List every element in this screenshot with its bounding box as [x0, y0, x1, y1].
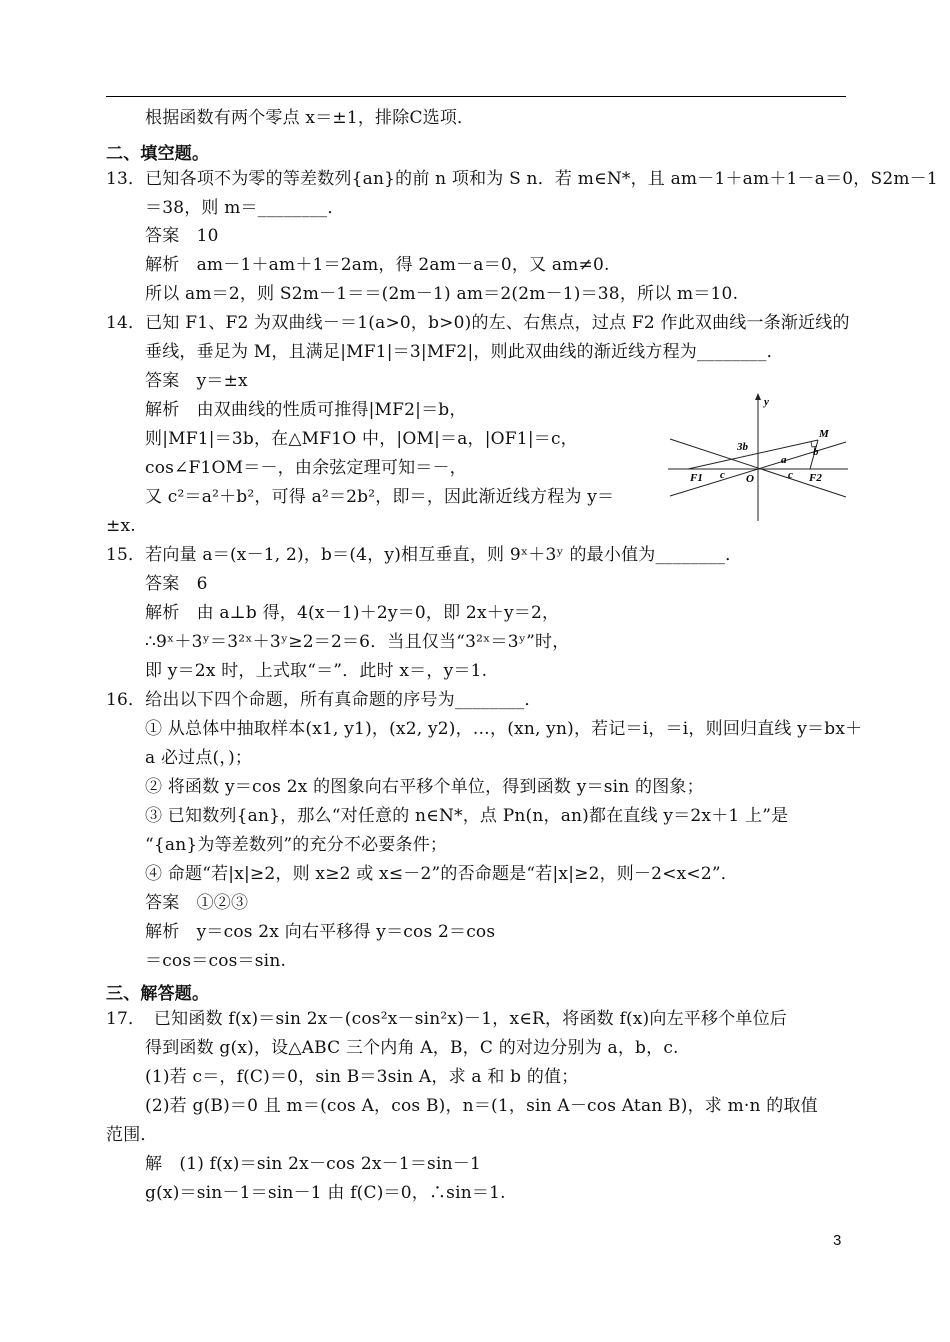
text-line: (2)若 g(B)＝0 且 m＝(cos A，cos B)，n＝(1，sin A－cos Atan B)，求 m·n 的取值	[145, 1096, 818, 1116]
text-line: 又 c²＝a²＋b²，可得 a²＝2b²，即＝，因此渐近线方程为 y＝	[145, 487, 615, 507]
label-b: b	[813, 446, 819, 458]
question-13: 13．已知各项不为零的等差数列{an}的前 n 项和为 S n．若 m∈N*，且 am－1＋am＋1－a＝0，S2m－1	[106, 169, 938, 189]
label-o: O	[746, 473, 754, 485]
text-line: “{an}为等差数列”的充分不必要条件；	[145, 835, 448, 855]
text-line: 所以 am＝2，则 S2m－1＝＝(2m－1) am＝2(2m－1)＝38，所以 m＝10.	[145, 284, 739, 304]
text-line: 则|MF1|＝3b，在△MF1O 中，|OM|＝a，|OF1|＝c，	[145, 429, 578, 449]
text-line: ∴9ˣ＋3ʸ＝3²ˣ＋3ʸ≥2＝2＝6．当且仅当“3²ˣ＝3ʸ”时，	[145, 632, 570, 652]
analysis-line: 解析 由 a⊥b 得，4(x－1)＋2y＝0，即 2x＋y＝2，	[145, 603, 560, 623]
y-axis-arrow	[755, 393, 761, 400]
label-f2: F2	[809, 472, 822, 484]
proposition-1: ① 从总体中抽取样本(x1, y1)，(x2, y2)，…，(xn, yn)，若记＝i，＝i，则回归直线 y＝bx＋	[145, 719, 863, 739]
question-15: 15．若向量 a＝(x－1, 2)，b＝(4，y)相互垂直，则 9ˣ＋3ʸ 的最小值为________．	[106, 545, 743, 565]
proposition-4: ④ 命题“若|x|≥2，则 x≥2 或 x≤－2”的否命题是“若|x|≥2，则－2<x<2”．	[145, 864, 738, 884]
text-line: cos∠F1OM＝－，由余弦定理可知＝－，	[145, 458, 467, 478]
text-line: ＝cos＝cos＝sin.	[145, 951, 287, 971]
text-line: (1)若 c＝，f(C)＝0，sin B＝3sin A，求 a 和 b 的值；	[145, 1067, 579, 1087]
answer-line: 答案 6	[145, 574, 208, 594]
text-line: 即 y＝2x 时，上式取“＝”．此时 x＝，y＝1.	[145, 661, 488, 681]
text-line: ＝38，则 m＝________．	[145, 198, 345, 218]
text-line: a 必过点(，)；	[145, 748, 253, 768]
answer-line: 答案 ①②③	[145, 893, 249, 913]
question-17: 17． 已知函数 f(x)＝sin 2x－(cos²x－sin²x)－1，x∈R，将函数 f(x)向左平移个单位后	[106, 1009, 787, 1029]
text-line: 范围．	[106, 1125, 158, 1145]
solution-line: 解 (1) f(x)＝sin 2x－cos 2x－1＝sin－1	[145, 1154, 481, 1174]
f1-to-m-line	[688, 440, 818, 469]
proposition-2: ② 将函数 y＝cos 2x 的图象向右平移个单位，得到函数 y＝sin 的图象；	[145, 777, 704, 797]
analysis-line: 解析 由双曲线的性质可推得|MF2|＝b，	[145, 400, 467, 420]
header-rule	[106, 96, 846, 97]
text-line: 垂线，垂足为 M，且满足|MF1|＝3|MF2|，则此双曲线的渐近线方程为________．	[145, 342, 784, 362]
analysis-line: 解析 am－1＋am＋1＝2am，得 2am－a＝0，又 am≠0.	[145, 255, 610, 275]
label-y: y	[764, 396, 769, 408]
question-14: 14．已知 F1、F2 为双曲线－＝1(a>0，b>0)的左、右焦点，过点 F2 作此双曲线一条渐近线的	[106, 313, 850, 333]
hyperbola-figure	[668, 393, 848, 523]
text-line: 得到函数 g(x)，设△ABC 三个内角 A，B，C 的对边分别为 a，b，c.	[145, 1038, 679, 1058]
question-16: 16．给出以下四个命题，所有真命题的序号为________．	[106, 690, 542, 710]
text-line: 根据函数有两个零点 x＝±1，排除C选项．	[145, 108, 475, 128]
section-heading: 二、填空题。	[106, 144, 210, 164]
page-number: 3	[833, 1232, 842, 1249]
proposition-3: ③ 已知数列{an}，那么“对任意的 n∈N*，点 Pn(n，an)都在直线 y＝2x＋1 上”是	[145, 806, 789, 826]
label-m: M	[819, 428, 829, 440]
answer-line: 答案 10	[145, 226, 219, 246]
label-3b: 3b	[737, 441, 748, 453]
analysis-line: 解析 y＝cos 2x 向右平移得 y＝cos 2＝cos	[145, 922, 496, 942]
label-c-right: c	[788, 469, 793, 481]
label-f1: F1	[690, 472, 703, 484]
label-c-left: c	[720, 469, 725, 481]
label-a: a	[781, 454, 787, 466]
text-line: ±x.	[106, 516, 136, 536]
answer-line: 答案 y＝±x	[145, 371, 248, 391]
text-line: g(x)＝sin－1＝sin－1 由 f(C)＝0，∴sin＝1.	[145, 1183, 506, 1203]
section-heading: 三、解答题。	[106, 984, 210, 1004]
